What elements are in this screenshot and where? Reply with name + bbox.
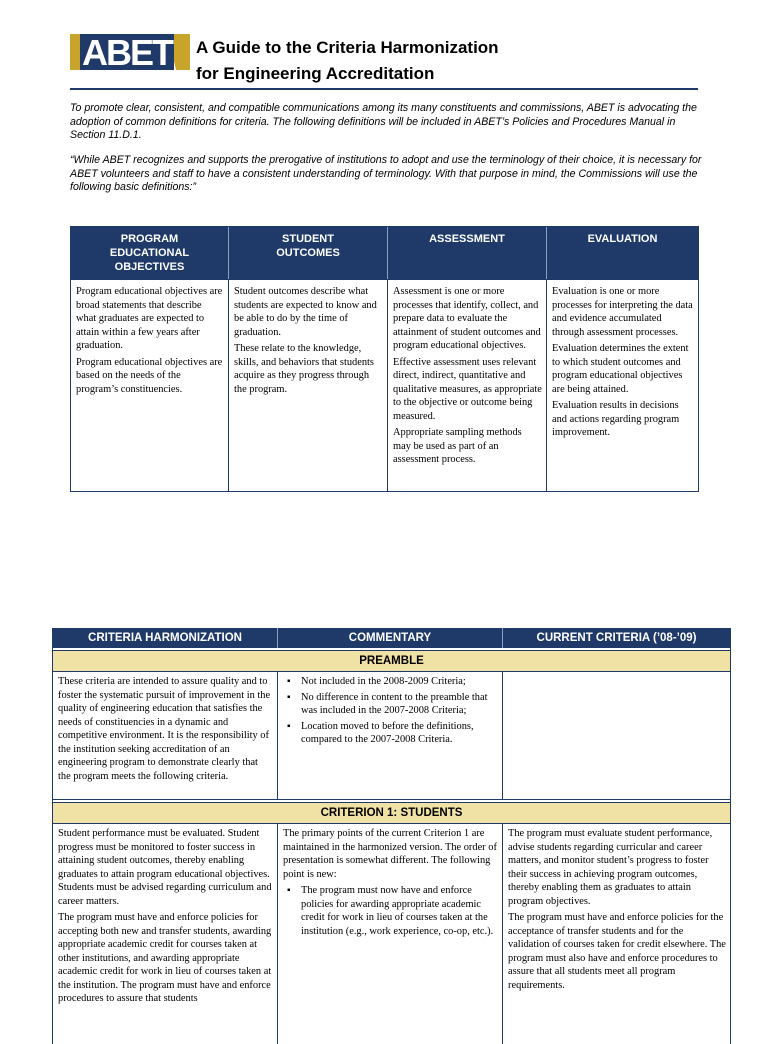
assessment-text-3: Appropriate sampling methods may be used as part of an assessment process. xyxy=(393,427,522,465)
evaluation-text-3: Evaluation results in decisions and actions regarding program improvement. xyxy=(552,400,680,438)
table-row xyxy=(53,824,730,1044)
intro-paragraph-1: To promote clear, consistent, and compatible communications among its many constituents and commissions, ABET is advocating the adoption of common definitions for criteria. The following definitions will be included in ABET’s Policies and Procedures Manual in Section 11.D.1. xyxy=(70,102,697,142)
title-line-2: for Engineering Accreditation xyxy=(196,64,435,83)
students-current-criteria xyxy=(503,824,730,1044)
students-commentary xyxy=(278,824,503,1044)
evaluation-text-1: Evaluation is one or more processes for interpreting the data and evidence accumulated through assessment processes. xyxy=(552,286,693,338)
students-harmonization-text-2: The program must have and enforce policies for accepting both new and transfer students, awarding appropriate academic credit for courses taken at other institutions, and awarding appropriate academic credit for work in lieu of courses taken at the institution. The program must have and enforce procedures to assure that students xyxy=(58,912,272,1004)
preamble-current-criteria xyxy=(503,672,730,799)
list-item: ▪ Location moved to before the definitions, compared to the 2007-2008 Criteria. xyxy=(301,720,498,747)
header-commentary: COMMENTARY xyxy=(278,628,503,648)
header-assessment: ASSESSMENT xyxy=(388,227,547,279)
title-line-1: A Guide to the Criteria Harmonization xyxy=(196,38,499,57)
section-band-preamble: PREAMBLE xyxy=(53,650,730,672)
students-current-text-1: The program must evaluate student performance, advise students regarding curricular and career matters, and monitor student’s progress to foster their success in achieving program outcomes, thereby enabling them as graduates to attain program objectives. xyxy=(508,828,713,907)
header-evaluation: EVALUATION xyxy=(547,227,698,279)
criteria-table-header xyxy=(53,628,730,648)
so-text-2: These relate to the knowledge, skills, and behaviors that students acquire as they progress through the program. xyxy=(234,343,374,395)
list-item: ▪ The program must now have and enforce policies for awarding appropriate academic credit for work in lieu of courses taken at the institution (e.g., work experience, co-op, etc.). xyxy=(301,884,498,938)
logo-text: ABET xyxy=(82,34,172,70)
header-criteria-harmonization: CRITERIA HARMONIZATION xyxy=(53,628,278,648)
header-student-outcomes: STUDENT OUTCOMES xyxy=(229,227,388,279)
header-current-criteria: CURRENT CRITERIA (’08-’09) xyxy=(536,632,697,644)
preamble-harmonization-text: These criteria are intended to assure quality and to foster the systematic pursuit of improvement in the quality of engineering education that satisfies the needs of constituencies in a dynamic and competitive environment. It is the responsibility of the institution seeking accreditation of an engineering program to demonstrate clearly that the program meets the following criteria. xyxy=(58,676,271,782)
definition-assessment xyxy=(388,279,547,491)
table-row xyxy=(53,672,730,800)
list-item: ▪ No difference in content to the preamble that was included in the 2007-2008 Criteria; xyxy=(301,691,498,718)
peo-text-1: Program educational objectives are broad statements that describe what graduates are expected to attain within a few years after graduation. xyxy=(76,286,223,351)
page-title xyxy=(196,35,499,87)
criteria-table xyxy=(52,628,731,1044)
definition-evaluation xyxy=(547,279,698,491)
assessment-text-2: Effective assessment uses relevant direct, indirect, quantitative and qualitative measures, as appropriate to the objective or outcome being measured. xyxy=(393,356,542,422)
evaluation-text-2: Evaluation determines the extent to which student outcomes and program educational objectives are being attained. xyxy=(552,343,689,395)
header-program-educational-objectives: PROGRAM EDUCATIONAL OBJECTIVES xyxy=(71,227,229,279)
so-text-1: Student outcomes describe what students are expected to know and be able to do by the time of graduation. xyxy=(234,286,377,338)
definition-student-outcomes xyxy=(229,279,388,491)
peo-text-2: Program educational objectives are based on the needs of the program’s constituencies. xyxy=(76,356,223,395)
students-commentary-intro: The primary points of the current Criterion 1 are maintained in the harmonized version. The order of presentation is somewhat different. The following point is new: xyxy=(283,828,497,880)
definition-peo xyxy=(71,279,229,491)
assessment-text-1: Assessment is one or more processes that identify, collect, and prepare data to evaluate the attainment of student outcomes and program educational objectives. xyxy=(393,286,541,351)
students-harmonization-text-1: Student performance must be evaluated. Student progress must be monitored to foster success in attaining student outcomes, thereby enabling graduates to attain program educational objectives. Students must be advised regarding curriculum and career matters. xyxy=(58,828,272,907)
title-divider xyxy=(70,88,698,90)
definitions-table xyxy=(70,226,699,492)
students-commentary-list xyxy=(283,884,498,938)
list-item: ▪ Not included in the 2008-2009 Criteria; xyxy=(301,675,498,689)
preamble-commentary-list xyxy=(283,675,498,747)
intro-paragraph-2: “While ABET recognizes and supports the prerogative of institutions to adopt and use the terminology of their choice, it is necessary for ABET volunteers and staff to have a consistent understanding of terminology. With that purpose in mind, the Commissions will use the following basic definitions:” xyxy=(70,154,702,194)
preamble-harmonization xyxy=(53,672,278,799)
section-band-criterion-1: CRITERION 1: STUDENTS xyxy=(53,802,730,824)
abet-logo xyxy=(70,34,190,70)
students-harmonization xyxy=(53,824,278,1044)
students-current-text-2: The program must have and enforce policies for the acceptance of transfer students and for the validation of courses taken for credit elsewhere. The program must also have and enforce procedures to assure that all students meet all program requirements. xyxy=(508,912,726,991)
preamble-commentary xyxy=(278,672,503,799)
